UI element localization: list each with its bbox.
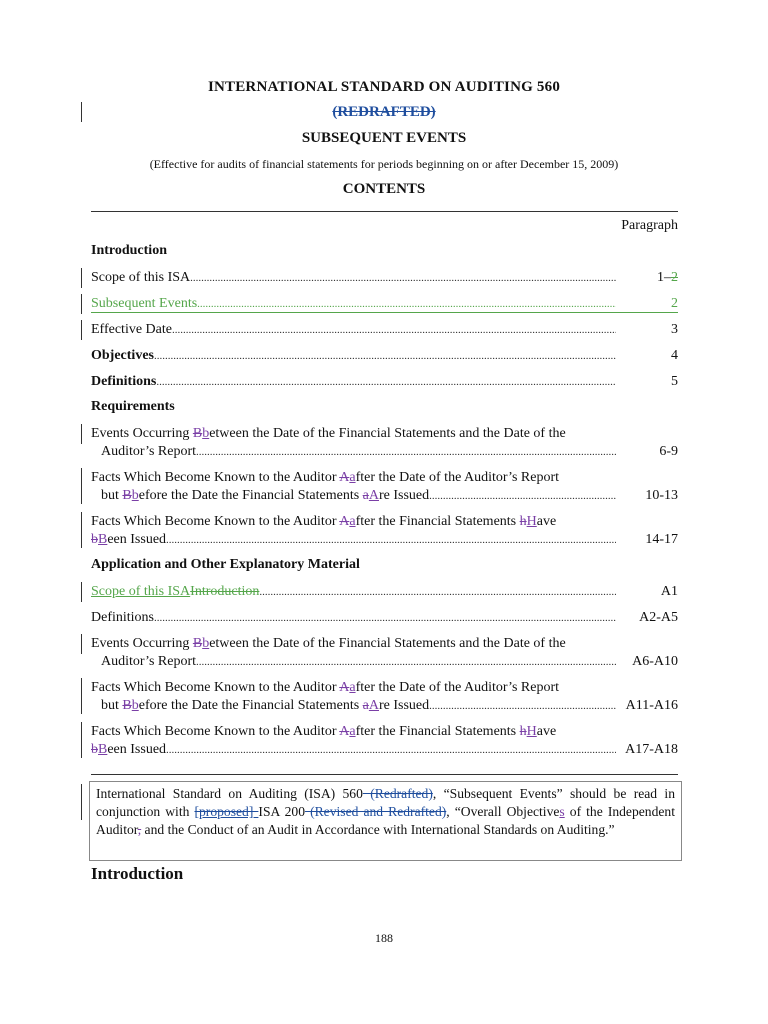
toc-label: Definitions [91, 374, 157, 389]
leader-dots [196, 443, 616, 461]
toc-page: 4 [671, 348, 678, 363]
toc-page: A1 [660, 584, 678, 599]
toc-page: 3 [671, 322, 678, 337]
toc-page: 10-13 [645, 488, 678, 503]
revision-bar [81, 512, 82, 548]
toc-row-app-definitions[interactable]: Definitions ..... A2-A5 [91, 609, 678, 627]
toc-page: A2-A5 [639, 610, 678, 625]
revision-bar [81, 784, 82, 820]
leader-dots [156, 373, 616, 391]
toc-requirements-heading: Requirements [91, 399, 175, 414]
toc-page: 5 [671, 374, 678, 389]
paragraph-column-label: Paragraph [621, 218, 678, 233]
toc-page: 14-17 [645, 532, 678, 547]
revision-bar [81, 582, 82, 602]
toc-row-facts-before-issued[interactable]: Facts Which Become Known to the Auditor Aafter the Date of the Auditor’s Report but Bbefore the Date the Financial Statements aAre Issued ..... 10-13 [91, 469, 678, 505]
effective-date-note: (Effective for audits of financial statements for periods beginning on or after December 15, 2009) [149, 157, 619, 171]
revision-bar [81, 424, 82, 444]
toc-row-scope[interactable] [91, 269, 678, 287]
toc-page: A11-A16 [625, 698, 678, 713]
toc-row-app-facts-after-issued[interactable]: Facts Which Become Known to the Auditor Aafter the Financial Statements hHave bBeen Issued ..... A17-A18 [91, 723, 678, 759]
toc-label: Objectives [91, 348, 154, 363]
revision-bar [81, 722, 82, 758]
toc-row-app-facts-before-issued[interactable]: Facts Which Become Known to the Auditor Aafter the Date of the Auditor’s Report but Bbefore the Date the Financial Statements aAre Issued ..... A11-A16 [91, 679, 678, 715]
leader-dots [429, 697, 616, 715]
toc-label: Scope of this ISA [91, 270, 191, 285]
leader-dots [197, 295, 616, 313]
insert-underline [91, 312, 678, 313]
toc-row-objectives[interactable] [91, 347, 678, 365]
revision-bar [81, 634, 82, 654]
leader-dots [172, 321, 616, 339]
leader-dots [259, 583, 616, 601]
toc-introduction-heading: Introduction [91, 243, 167, 258]
revision-bar [81, 320, 82, 340]
leader-dots [166, 741, 616, 759]
revision-bar [81, 294, 82, 314]
toc-page: A6-A10 [632, 654, 678, 669]
page-number: 188 [375, 931, 393, 945]
toc-row-events-between[interactable]: Events Occurring Bbetween the Date of the Financial Statements and the Date of the Auditor’s Report ..... 6-9 [91, 425, 678, 461]
toc-row-definitions[interactable] [91, 373, 678, 391]
conjunction-note-box: International Standard on Auditing (ISA) 560 (Redrafted), “Subsequent Events” should be read in conjunction with [proposed] ISA 200 (Revised and Redrafted), “Overall Objectives of the Independent Auditor, and the Conduct of an Audit in Accordance with International Standards on Auditing.” [89, 781, 682, 861]
subtitle: SUBSEQUENT EVENTS [301, 130, 467, 146]
toc-row-facts-after-issued[interactable]: Facts Which Become Known to the Auditor Aafter the Financial Statements hHave bBeen Issued ..... 14-17 [91, 513, 678, 549]
leader-dots [154, 347, 616, 365]
toc-page: 6-9 [659, 444, 678, 459]
leader-dots [429, 487, 616, 505]
bottom-divider [91, 774, 678, 775]
toc-page: 2 [671, 296, 678, 311]
top-divider [91, 211, 678, 212]
revision-bar [81, 678, 82, 714]
body-introduction-heading: Introduction [91, 864, 184, 883]
toc-row-effective-date[interactable] [91, 321, 678, 339]
leader-dots [166, 531, 616, 549]
redrafted-deleted: (REDRAFTED) [332, 104, 436, 120]
toc-row-subsequent-events[interactable] [91, 295, 678, 313]
toc-application-heading: Application and Other Explanatory Material [91, 557, 360, 572]
toc-page: 1–2 [657, 270, 678, 285]
toc-label: Effective Date [91, 322, 172, 337]
toc-label: Subsequent Events [91, 296, 198, 311]
toc-page: A17-A18 [625, 742, 678, 757]
leader-dots [190, 269, 616, 287]
revision-bar [81, 468, 82, 504]
standard-title: INTERNATIONAL STANDARD ON AUDITING 560 [207, 79, 561, 95]
contents-heading: CONTENTS [342, 181, 426, 197]
leader-dots [196, 653, 616, 671]
toc-row-app-scope[interactable]: Scope of this ISAIntroduction ..... A1 [91, 583, 678, 601]
revision-bar [81, 268, 82, 288]
leader-dots [154, 609, 616, 627]
toc-row-app-events-between[interactable]: Events Occurring Bbetween the Date of the Financial Statements and the Date of the Auditor’s Report ..... A6-A10 [91, 635, 678, 671]
